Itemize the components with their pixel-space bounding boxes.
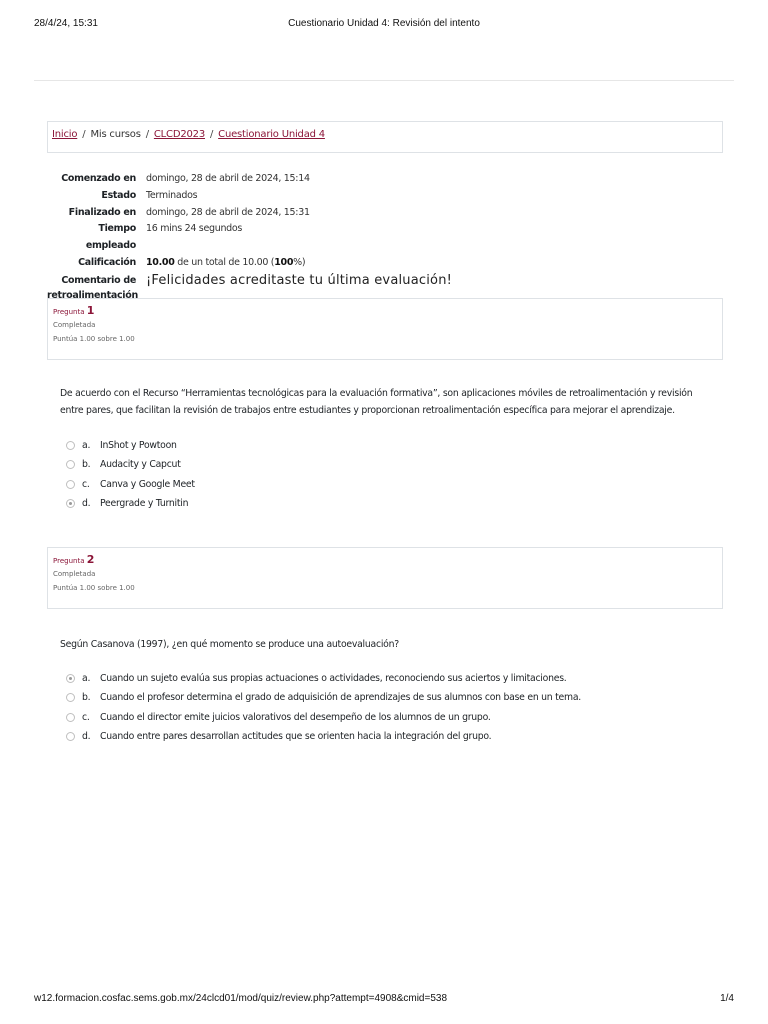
breadcrumb-course-link[interactable]: CLCD2023 — [153, 129, 205, 140]
question-label: Pregunta — [53, 557, 85, 565]
summary-value: 16 mins 24 segundos — [146, 223, 243, 235]
breadcrumb-separator: / — [145, 129, 149, 140]
grade-total: de un total de 10.00 ( — [174, 256, 275, 268]
answer-list — [66, 669, 726, 746]
answer-option[interactable] — [66, 455, 726, 474]
grade-end: %) — [293, 256, 306, 268]
answer-text: Audacity y Capcut — [100, 459, 181, 471]
radio-button[interactable] — [66, 480, 75, 489]
radio-button[interactable] — [66, 732, 75, 741]
breadcrumb-quiz-link[interactable]: Cuestionario Unidad 4 — [218, 129, 325, 140]
radio-button[interactable] — [66, 693, 75, 702]
answer-letter: a. — [82, 440, 91, 452]
breadcrumb-my-courses: Mis cursos — [90, 129, 141, 140]
question-state: Completada — [53, 570, 96, 578]
grade-percent: 100 — [274, 256, 294, 268]
radio-button[interactable] — [66, 460, 75, 469]
summary-value: domingo, 28 de abril de 2024, 15:14 — [146, 173, 310, 184]
breadcrumb-home-link[interactable]: Inicio — [52, 129, 78, 140]
page-url: w12.formacion.cosfac.sems.gob.mx/24clcd01/mod/quiz/review.php?attempt=4908&cmid=538 — [34, 993, 448, 1004]
question-number — [53, 553, 722, 566]
print-header — [34, 18, 734, 32]
question-text: Según Casanova (1997), ¿en qué momento se produce una autoevaluación? — [60, 639, 399, 650]
page-number: 1/4 — [720, 993, 734, 1004]
print-footer — [34, 993, 734, 1007]
summary-row-state — [47, 188, 467, 205]
summary-row-time — [47, 221, 467, 255]
answer-option[interactable] — [66, 708, 726, 727]
answer-text: InShot y Powtoon — [100, 440, 177, 452]
answer-letter: b. — [82, 459, 91, 471]
question-state: Completada — [53, 321, 96, 329]
header-divider — [34, 80, 734, 81]
answer-text: Cuando el profesor determina el grado de adquisición de aprendizajes de sus alumnos con base en un tema. — [100, 692, 581, 704]
question-grade: Puntúa 1.00 sobre 1.00 — [53, 584, 135, 592]
answer-letter: c. — [82, 478, 90, 490]
answer-option[interactable] — [66, 727, 726, 746]
breadcrumb — [47, 121, 723, 153]
question-number — [53, 304, 722, 317]
answer-letter: d. — [82, 731, 91, 743]
question-grade: Puntúa 1.00 sobre 1.00 — [53, 335, 135, 343]
question-info — [47, 298, 723, 360]
radio-button-selected[interactable] — [66, 499, 75, 508]
answer-text: Canva y Google Meet — [100, 478, 195, 490]
summary-label: Tiempo empleado — [85, 223, 136, 252]
answer-option[interactable] — [66, 669, 726, 688]
answer-text: Peergrade y Turnitin — [100, 498, 189, 510]
radio-button[interactable] — [66, 441, 75, 450]
question-label: Pregunta — [53, 308, 85, 316]
question-text: De acuerdo con el Recurso “Herramientas tecnológicas para la evaluación formativa”, son aplicaciones móviles de retroalimentación y revisión entre pares, que facilitan la revisión de trabajos entre estudiantes y proporcionan retroalimentación específica para mejorar el aprendizaje. — [60, 388, 693, 416]
feedback-message: ¡Felicidades acreditaste tu última evaluación! — [146, 272, 453, 288]
summary-label: Calificación — [78, 256, 136, 268]
answer-option[interactable] — [66, 494, 726, 513]
breadcrumb-separator: / — [209, 129, 214, 140]
answer-option[interactable] — [66, 688, 726, 707]
attempt-summary — [47, 171, 467, 304]
radio-button-selected[interactable] — [66, 674, 75, 683]
question-num: 2 — [86, 553, 95, 566]
feedback-label-line1: Comentario de — [61, 274, 136, 286]
summary-label: Comenzado en — [61, 173, 136, 184]
answer-letter: b. — [82, 692, 91, 704]
summary-row-finished — [47, 205, 467, 222]
summary-value — [146, 255, 305, 272]
summary-label: Finalizado en — [68, 206, 136, 218]
breadcrumb-separator: / — [82, 129, 86, 140]
question-info — [47, 547, 723, 609]
summary-row-started — [47, 171, 467, 188]
answer-letter: a. — [82, 673, 91, 685]
summary-row-grade — [47, 255, 467, 272]
summary-value: Terminados — [146, 189, 198, 201]
answer-option[interactable] — [66, 475, 726, 494]
answer-list — [66, 436, 726, 513]
radio-button[interactable] — [66, 713, 75, 722]
answer-text: Cuando un sujeto evalúa sus propias actuaciones o actividades, reconociendo sus aciertos y limitaciones. — [100, 673, 567, 685]
answer-text: Cuando el director emite juicios valorativos del desempeño de los alumnos de un grupo. — [100, 711, 491, 723]
print-datetime: 28/4/24, 15:31 — [34, 18, 98, 29]
answer-option[interactable] — [66, 436, 726, 455]
answer-letter: c. — [82, 711, 90, 723]
grade-score: 10.00 — [146, 256, 175, 268]
answer-letter: d. — [82, 498, 91, 510]
summary-label: Estado — [101, 189, 136, 201]
feedback-label-line2: retroalimentación — [47, 290, 138, 302]
print-title: Cuestionario Unidad 4: Revisión del intento — [288, 18, 480, 29]
question-num: 1 — [86, 304, 95, 317]
summary-value: domingo, 28 de abril de 2024, 15:31 — [146, 206, 310, 218]
answer-text: Cuando entre pares desarrollan actitudes que se orienten hacia la integración del grupo. — [100, 731, 492, 743]
